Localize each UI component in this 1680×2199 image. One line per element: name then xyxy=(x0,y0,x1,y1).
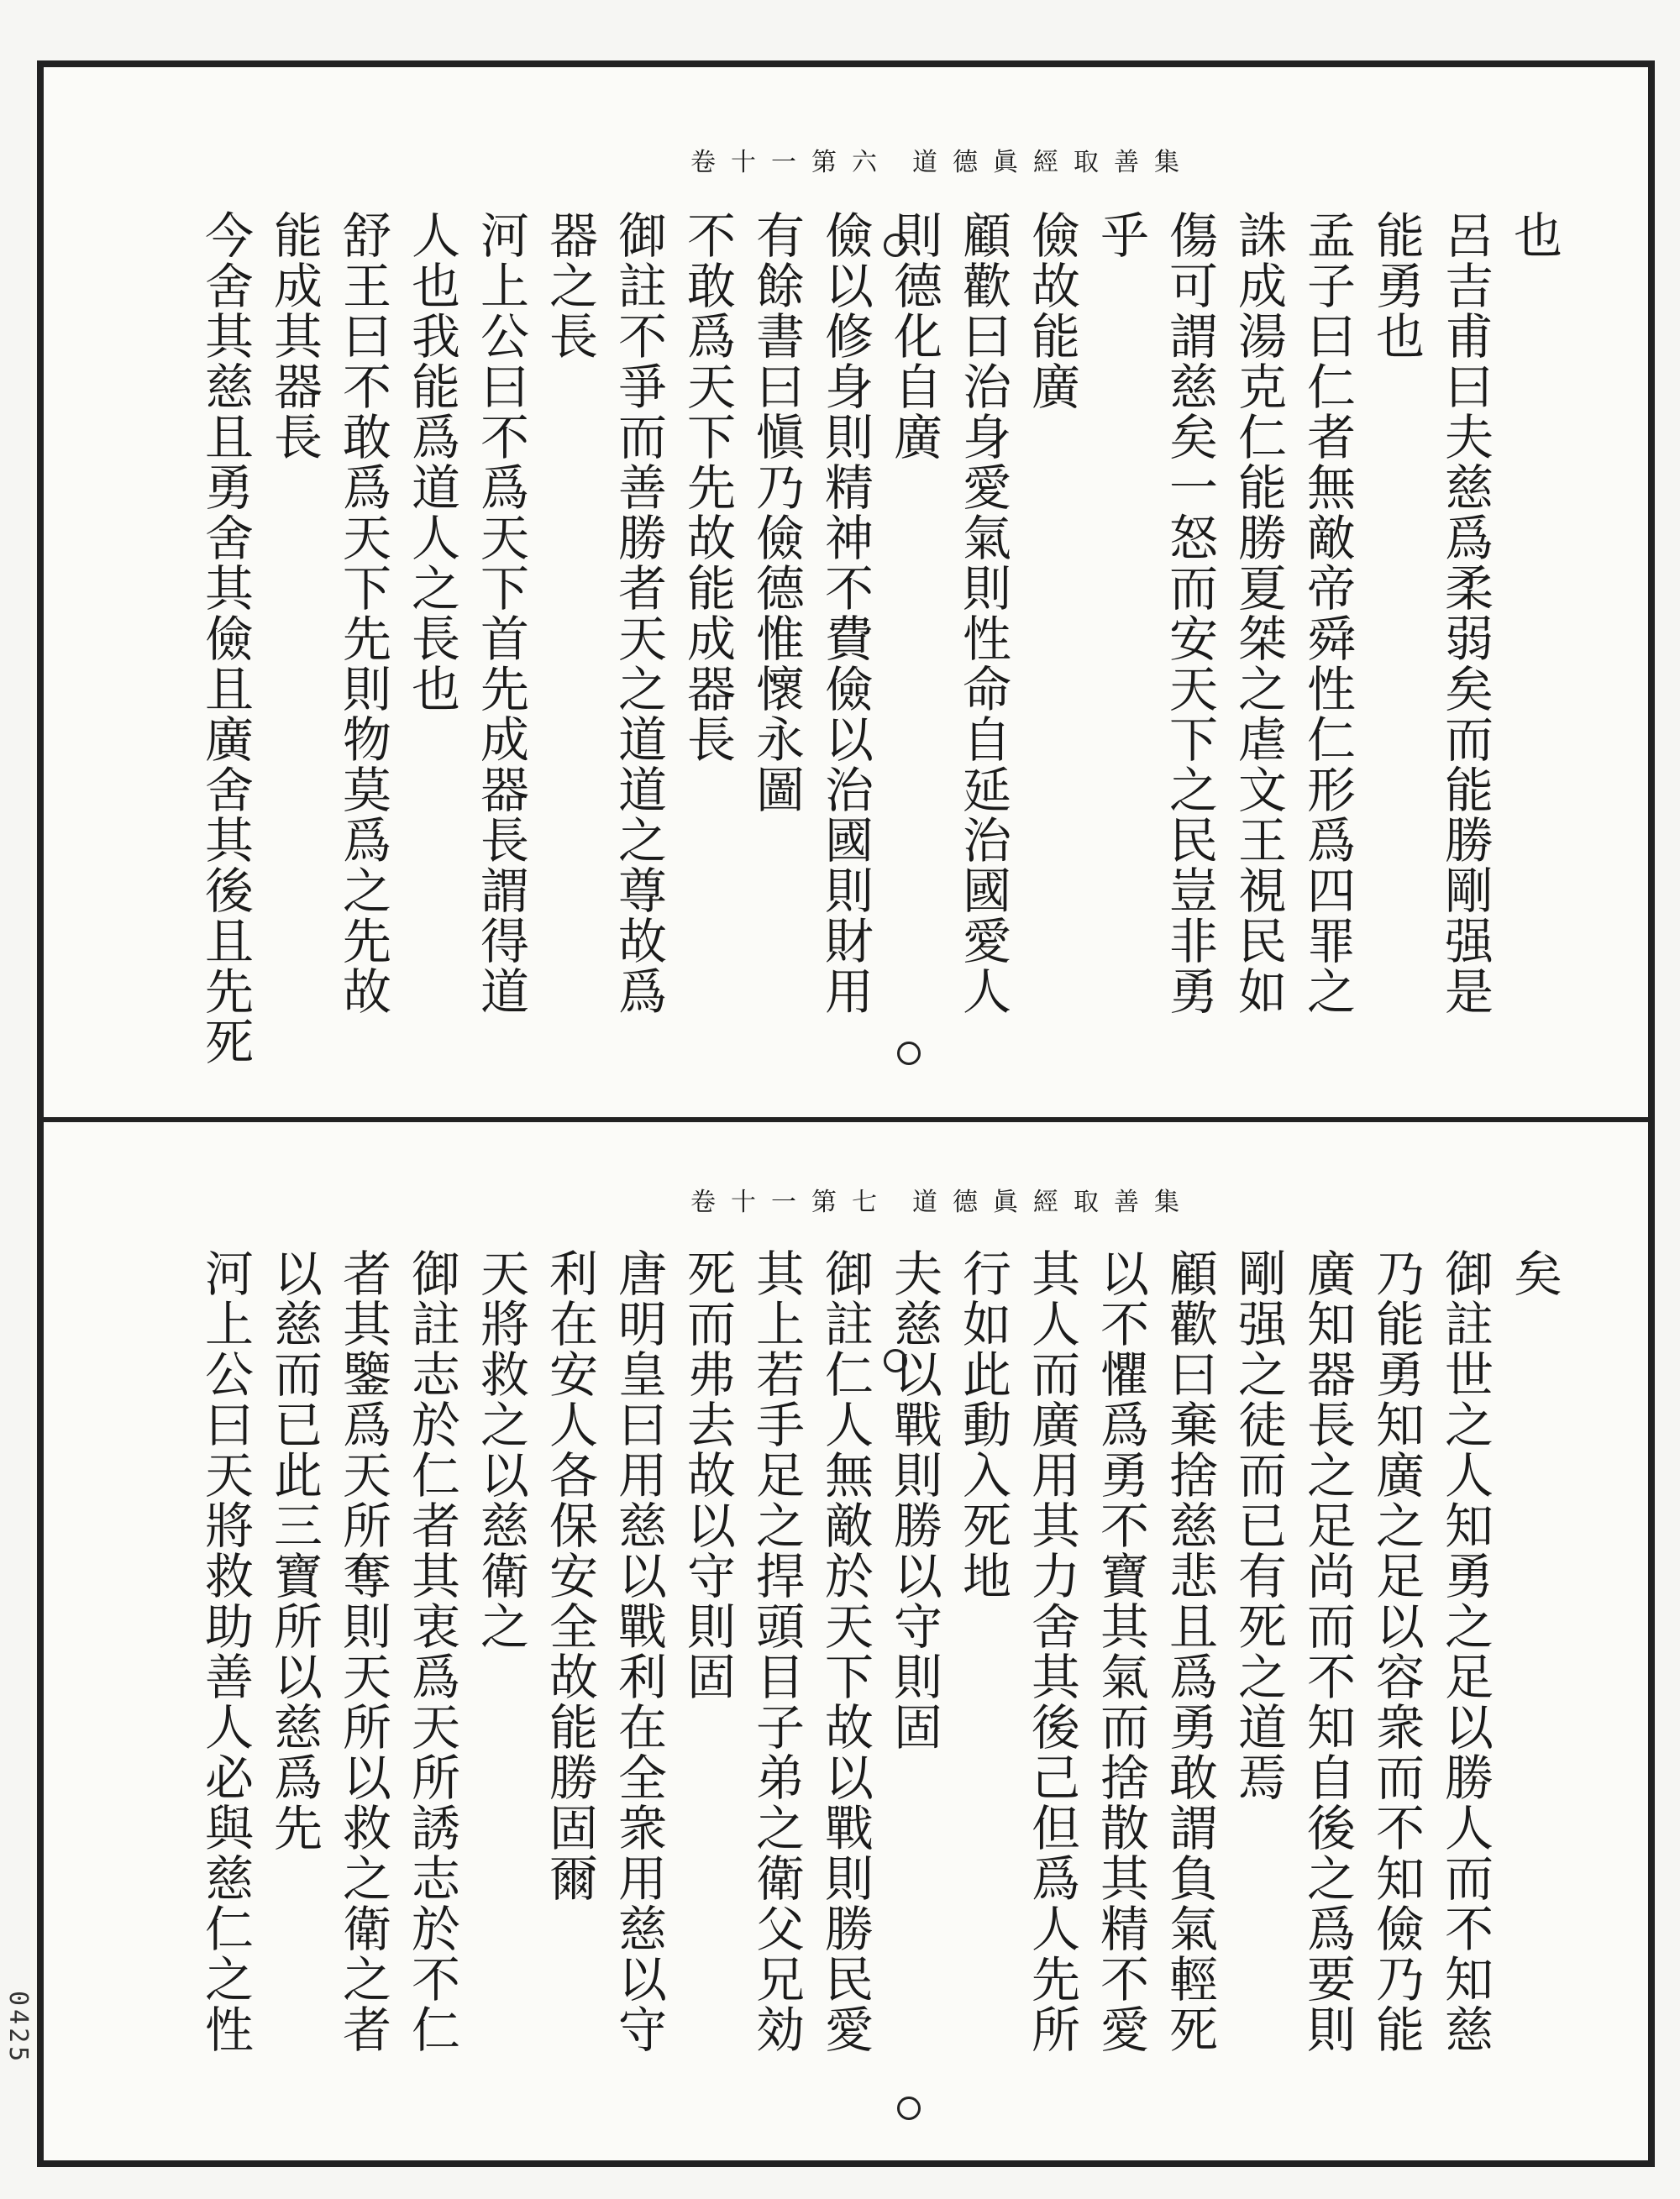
text-column: 以慈而已此三寶所以慈爲先 xyxy=(265,1248,323,1853)
text-column: 誅成湯克仁能勝夏桀之虐文王視民如 xyxy=(1230,210,1287,1016)
text-column: 能勇也 xyxy=(1368,210,1425,361)
page-number: 0425 xyxy=(3,1991,33,2065)
text-column: 剛强之徒而已有死之道焉 xyxy=(1230,1248,1287,1803)
page-frame xyxy=(37,60,1655,2167)
text-column: 不敢爲天下先故能成器長 xyxy=(679,210,736,764)
text-column: 行如此動入死地 xyxy=(954,1248,1011,1601)
text-column: 廣知器長之足尚而不知自後之爲要則 xyxy=(1299,1248,1356,2055)
top-page-header xyxy=(44,141,1648,192)
text-column: 呂吉甫曰夫慈爲柔弱矣而能勝剛强是 xyxy=(1436,210,1494,1016)
top-header-title: 道德眞經取善集 xyxy=(912,148,1194,177)
text-column: 也 xyxy=(1505,210,1562,260)
text-column: 人也我能爲道人之長也 xyxy=(403,210,460,714)
text-column: 有餘書曰愼乃儉德惟懷永圖 xyxy=(748,210,805,815)
bottom-page xyxy=(44,1117,1648,2165)
top-header-volume: 卷十一第六 xyxy=(690,148,892,177)
text-column: 其人而廣用其力舍其後己但爲人先所 xyxy=(1023,1248,1080,2055)
text-column: 其上若手足之捍頭目子弟之衛父兄効 xyxy=(748,1248,805,2055)
text-column: 唐明皇曰用慈以戰利在全衆用慈以守 xyxy=(610,1248,667,2055)
text-column: 河上公曰天將救助善人必與慈仁之性 xyxy=(197,1248,254,2055)
text-column: 御註志於仁者其衷爲天所誘志於不仁 xyxy=(403,1248,460,2055)
text-column: 夫慈以戰則勝以守則固 xyxy=(885,1248,942,1752)
bottom-text-columns xyxy=(192,1248,1567,2122)
text-column: 顧歡曰棄捨慈悲且爲勇敢謂負氣輕死 xyxy=(1161,1248,1218,2055)
text-column: 舒王曰不敢爲天下先則物莫爲之先故 xyxy=(334,210,391,1016)
bottom-page-header xyxy=(44,1181,1648,1231)
text-column: 今舍其慈且勇舍其儉且廣舍其後且先死 xyxy=(197,210,254,1067)
text-column: 御註世之人知勇之足以勝人而不知慈 xyxy=(1436,1248,1494,2055)
text-column: 河上公曰不爲天下首先成器長謂得道 xyxy=(472,210,529,1016)
text-column: 乃能勇知廣之足以容衆而不知儉乃能 xyxy=(1368,1248,1425,2055)
text-column: 以不懼爲勇不寶其氣而捨散其精不愛 xyxy=(1092,1248,1149,2055)
text-column: 天將救之以慈衛之 xyxy=(472,1248,529,1651)
text-column: 乎 xyxy=(1092,210,1149,260)
text-column: 傷可謂慈矣一怒而安天下之民豈非勇 xyxy=(1161,210,1218,1016)
text-column: 顧歡曰治身愛氣則性命自延治國愛人 xyxy=(954,210,1011,1016)
text-column: 御註不爭而善勝者天之道道之尊故爲 xyxy=(610,210,667,1016)
top-page xyxy=(44,67,1648,1115)
text-column: 則德化自廣 xyxy=(885,210,942,462)
text-column: 儉故能廣 xyxy=(1023,210,1080,412)
text-column: 能成其器長 xyxy=(265,210,323,462)
punctuation-circle xyxy=(884,1349,907,1372)
bottom-header-volume: 卷十一第七 xyxy=(690,1188,892,1217)
text-column: 矣 xyxy=(1505,1248,1562,1299)
text-column: 御註仁人無敵於天下故以戰則勝民愛 xyxy=(816,1248,874,2055)
text-column: 死而弗去故以守則固 xyxy=(679,1248,736,1702)
text-column: 利在安人各保安全故能勝固爾 xyxy=(541,1248,598,1903)
text-column: 儉以修身則精神不費儉以治國則財用 xyxy=(816,210,874,1016)
text-column: 者其鑒爲天所奪則天所以救之衛之者 xyxy=(334,1248,391,2055)
top-text-columns xyxy=(192,210,1567,1084)
punctuation-circle xyxy=(897,1042,921,1065)
punctuation-circle xyxy=(884,234,907,257)
text-column: 孟子曰仁者無敵帝舜性仁形爲四罪之 xyxy=(1299,210,1356,1016)
bottom-header-title: 道德眞經取善集 xyxy=(912,1188,1194,1217)
text-column: 器之長 xyxy=(541,210,598,361)
punctuation-circle xyxy=(897,2097,921,2120)
